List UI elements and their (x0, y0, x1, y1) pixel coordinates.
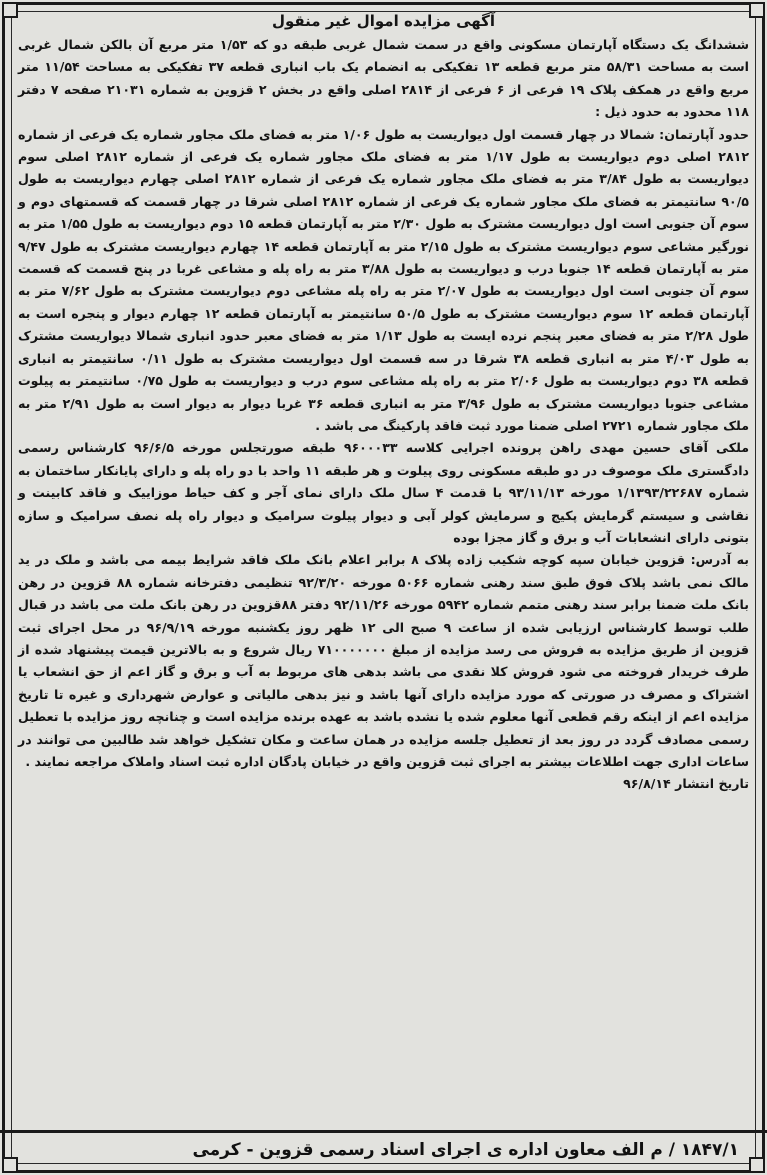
property-boundaries: حدود آپارتمان: شمالا در چهار قسمت اول دیواریست به طول ۱/۰۶ متر به فضای ملک مجاور شماره یک فرعی از شماره ۲۸۱۲ اصلی دوم دیواریست به طول ۱/۱۷ متر به فضای ملک مجاور شماره یک فرعی از شماره ۲۸۱۲ اصلی سوم دیواریست به طول ۳/۸۴ متر به فضای ملک مجاور شماره یک فرعی از شماره ۲۸۱۲ اصلی چهارم دیواریست به طول ۹۰/۵ سانتیمتر به فضای ملک مجاور شماره یک فرعی از شماره ۲۸۱۲ اصلی شرقا در چهار قسمت که قسمتهای دوم و سوم آن جنوبی است اول دیواریست مشترک به طول ۲/۳۰ متر به آپارتمان قطعه ۱۵ دوم دیواریست به طول ۱/۵۵ متر به نورگیر مشاعی سوم دیواریست مشترک به طول ۲/۱۵ متر به آپارتمان قطعه ۱۴ چهارم دیواریست مشترک به طول ۹/۴۷ متر به آپارتمان قطعه ۱۴ جنوبا درب و دیواریست به طول ۳/۸۸ متر به راه پله و مشاعی غربا در پنج قسمت که قسمت سوم آن جنوبی است اول دیواریست به طول ۲/۰۷ متر به راه پله مشاعی دوم دیواریست مشترک به طول ۷/۶۲ متر به آپارتمان قطعه ۱۲ سوم دیواریست مشترک به طول ۵۰/۵ سانتیمتر به آپارتمان قطعه ۱۲ چهارم دیوار و پنجره است به طول ۲/۲۸ متر به فضای معبر پنجم نرده ایست به طول ۱/۱۳ متر به فضای معبر حدود انباری شمالا دیواریست مشترک به طول ۴/۰۳ متر به انباری قطعه ۳۸ شرقا در سه قسمت اول دیواریست مشترک به طول ۰/۱۱ سانتیمتر به انباری قطعه ۳۸ دوم دیواریست به طول ۲/۰۶ متر به راه پله مشاعی سوم درب و دیواریست به طول ۰/۷۵ سانتیمتر به پیلوت مشاعی جنوبا دیواریست مشترک به طول ۳/۹۶ متر به انباری قطعه ۳۶ غربا دیوار به دیوار است به طول ۲/۹۱ متر به ملک مجاور شماره ۲۷۲۱ اصلی ضمنا مورد ثبت فاقد پارکینگ می باشد . (18, 126, 750, 433)
publication-date: تاریخ انتشار ۹۶/۸/۱۴ (623, 776, 749, 792)
notice-title: آگهی مزایده اموال غیر منقول (271, 12, 496, 30)
notice-content (18, 10, 749, 1155)
notice-footer: ۱۸۴۷/۱ / م الف معاون اداره ی اجرای اسناد رسمی قزوین - کرمی (0, 1130, 767, 1169)
corner-ornament-icon (2, 2, 18, 18)
corner-ornament-icon (749, 2, 765, 18)
property-description: ششدانگ یک دستگاه آپارتمان مسکونی واقع در سمت شمال غربی طبقه دو که ۱/۵۳ متر مربع آن بالکن شمال غربی است به مساحت ۵۸/۳۱ متر مربع قطعه ۱۳ تفکیکی به انضمام یک باب انباری قطعه ۳۷ تفکیکی به مساحت ۱۱/۵۴ متر مربع واقع در همکف پلاک ۱۹ فرعی از ۶ فرعی از ۲۸۱۴ اصلی واقع در بخش ۲ قزوین به شماره ۲۱۰۳۱ صفحه ۷ دفتر ۱۱۸ محدود به حدود ذیل : (18, 37, 750, 120)
owner-and-appraisal: ملکی آقای حسین مهدی راهن پرونده اجرایی کلاسه ۹۶۰۰۰۳۳ طبقه صورتجلس مورخه ۹۶/۶/۵ کارشناس رسمی دادگستری ملک موصوف در دو طبقه مسکونی روی پیلوت و هر طبقه ۱۱ واحد با دو راه پله و دارای پایانکار ساختمان به شماره ۱/۱۳۹۳/۲۲۶۸۷ مورخه ۹۳/۱۱/۱۳ با قدمت ۴ سال ملک دارای نمای آجر و کف حیاط موزاییک و فاقد کابینت و نقاشی و سیستم گرمایش پکیج و سرمایش کولر آبی و دیوار پیلوت سرامیک و دیوار راه پله نصف سرامیک و سازه بتونی دارای انشعابات آب و برق و گاز مجزا بوده (18, 440, 750, 545)
notice-body (18, 34, 749, 773)
address-and-auction-terms: به آدرس: قزوین خیابان سپه کوچه شکیب زاده پلاک ۸ برابر اعلام بانک ملک فاقد شرایط بیمه می باشد و ملک در ید مالک نمی باشد پلاک فوق طبق سند رهنی شماره ۵۰۶۶ مورخه ۹۲/۳/۲۰ تنظیمی دفترخانه شماره ۸۸ قزوین در رهن بانک ملت ضمنا برابر سند رهنی متمم شماره ۵۹۴۲ مورخه ۹۲/۱۱/۲۶ دفتر ۸۸قزوین در رهن بانک ملت می باشد در قبال طلب توسط کارشناس ارزیابی شده از ساعت ۹ صبح الی ۱۲ ظهر روز یکشنبه مورخه ۹۶/۹/۱۹ در محل اجرای ثبت قزوین از طریق مزایده به فروش می رسد مزایده از مبلغ ۷۱۰۰۰۰۰۰۰ ریال شروع و به بالاترین قیمت پیشنهاد شده از طرف خریدار فروخته می شود فروش کلا نقدی می باشد بدهی های مربوط به آب و برق و گاز اعم از حق انشعاب یا اشتراک و مصرف در صورتی که مورد مزایده دارای آنها باشد و نیز بدهی مالیاتی و عوارض شهرداری و غیره تا تاریخ مزایده اعم از اینکه رقم قطعی آنها معلوم شده یا نشده باشد به عهده برنده مزایده است و چنانچه روز مزایده با تعطیل رسمی مصادف گردد در روز بعد از تعطیل جلسه مزایده در همان ساعت و مکان تشکیل خواهد شد طالبین می توانند در ساعات اداری جهت اطلاعات بیشتر به اجرای ثبت قزوین واقع در خیابان پادگان اداره ثبت اسناد واملاک مراجعه نمایند . (18, 552, 750, 769)
